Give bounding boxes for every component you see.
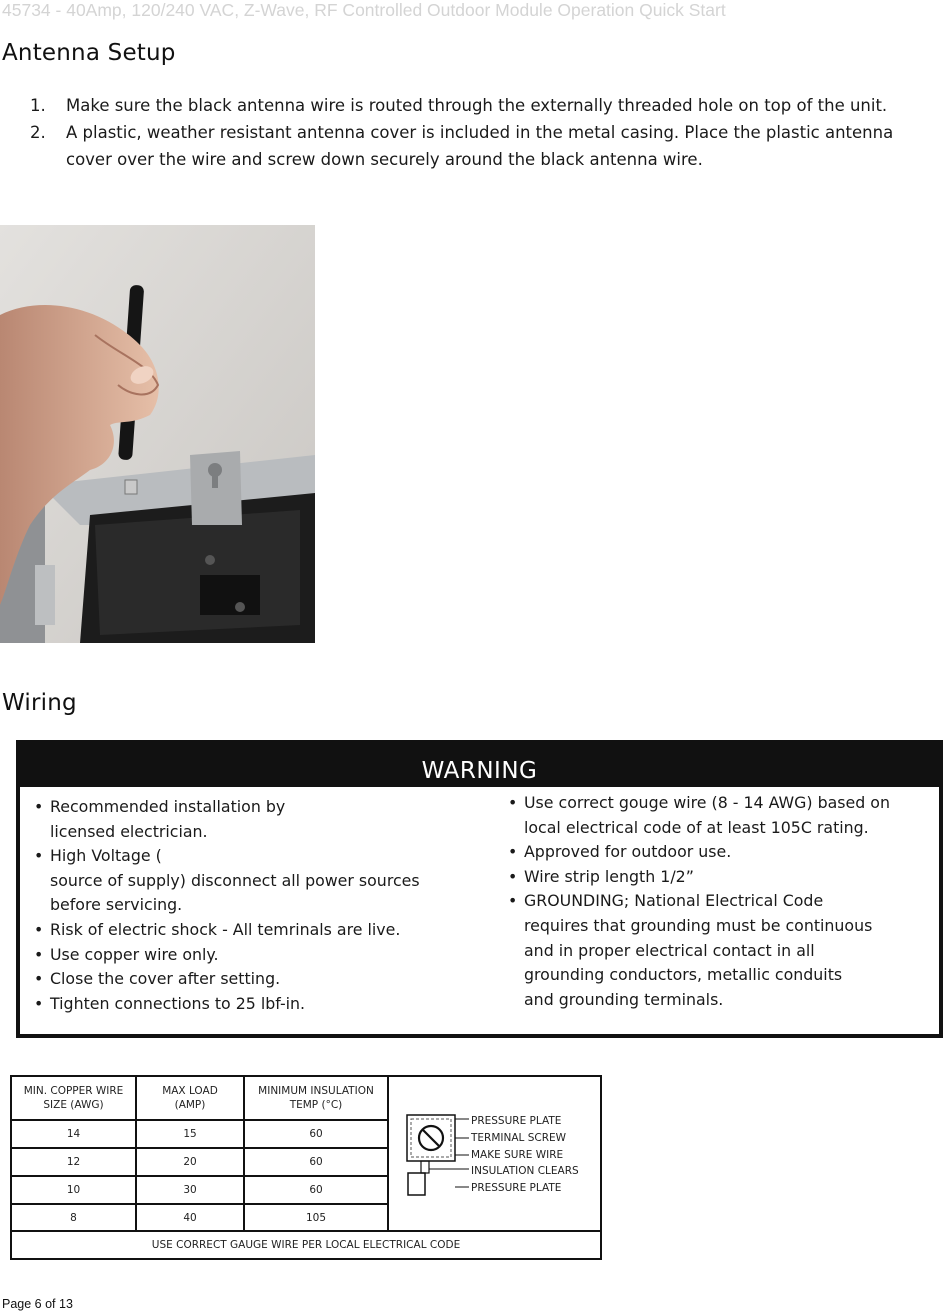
- list-item: • Use copper wire only.: [34, 943, 494, 968]
- diagram-label: MAKE SURE WIRE: [471, 1149, 564, 1161]
- diagram-label: TERMINAL SCREW: [471, 1132, 567, 1144]
- table-cell: 40: [183, 1211, 197, 1224]
- wiring-heading: Wiring: [2, 690, 77, 716]
- table-cell: 15: [183, 1128, 197, 1140]
- warning-body: [20, 787, 939, 1034]
- warning-title: WARNING: [421, 758, 538, 784]
- table-cell: 105: [305, 1211, 327, 1224]
- list-item: • GROUNDING; National Electrical Code requires that grounding must be continuous and in proper electrical contact in all grounding conductors, metallic conduits and grounding terminals.: [508, 889, 938, 1012]
- list-item: [30, 119, 935, 173]
- table-header: MINIMUM INSULATION TEMP (°C): [258, 1085, 374, 1111]
- step-text: Make sure the black antenna wire is routed through the externally threaded hole on top of the unit.: [66, 96, 888, 115]
- antenna-installation-photo: [0, 225, 315, 643]
- table-footer-note: USE CORRECT GAUGE WIRE PER LOCAL ELECTRICAL CODE: [151, 1239, 461, 1251]
- list-item: • Recommended installation by licensed electrician.: [34, 795, 494, 844]
- list-item: • Close the cover after setting.: [34, 967, 494, 992]
- warning-left-list: [34, 795, 494, 1016]
- table-cell: 8: [70, 1211, 77, 1224]
- diagram-label: INSULATION CLEARS: [471, 1165, 579, 1177]
- diagram-label: PRESSURE PLATE: [471, 1115, 562, 1127]
- table-cell: 60: [309, 1128, 323, 1140]
- table-cell: 60: [309, 1156, 323, 1168]
- step-number: 1.: [30, 96, 46, 115]
- table-cell: 20: [183, 1156, 197, 1168]
- warning-box: [16, 740, 943, 1038]
- list-item: • Use correct gouge wire (8 - 14 AWG) based on local electrical code of at least 105C rating.: [508, 791, 938, 840]
- page-number: Page 6 of 13: [2, 1297, 73, 1311]
- table-header: MAX LOAD (AMP): [162, 1085, 218, 1111]
- table-cell: 12: [66, 1156, 81, 1168]
- warning-right-list: [508, 791, 938, 1012]
- list-item: • Wire strip length 1/2”: [508, 865, 938, 890]
- step-text: A plastic, weather resistant antenna cover is included in the metal casing. Place the plastic antenna cover over the wire and screw down securely around the black antenna wire.: [66, 123, 894, 169]
- list-item: [30, 92, 935, 119]
- list-item: • High Voltage ( source of supply) disconnect all power sources before servicing.: [34, 844, 494, 918]
- antenna-steps-list: [30, 92, 935, 173]
- wire-gauge-table: [10, 1075, 602, 1260]
- table-header: MIN. COPPER WIRE SIZE (AWG): [23, 1085, 124, 1111]
- antenna-setup-heading: Antenna Setup: [2, 40, 176, 66]
- terminal-diagram: [389, 1077, 600, 1230]
- document-header: 45734 - 40Amp, 120/240 VAC, Z-Wave, RF Controlled Outdoor Module Operation Quick Start: [2, 0, 726, 20]
- list-item: • Approved for outdoor use.: [508, 840, 938, 865]
- table-cell: 60: [309, 1184, 323, 1196]
- table-cell: 14: [66, 1128, 81, 1140]
- list-item: • Risk of electric shock - All temrinals are live.: [34, 918, 494, 943]
- diagram-label: PRESSURE PLATE: [471, 1182, 562, 1194]
- table-cell: 10: [66, 1184, 81, 1196]
- list-item: • Tighten connections to 25 lbf-in.: [34, 992, 494, 1017]
- table-cell: 30: [183, 1184, 197, 1196]
- step-number: 2.: [30, 123, 46, 142]
